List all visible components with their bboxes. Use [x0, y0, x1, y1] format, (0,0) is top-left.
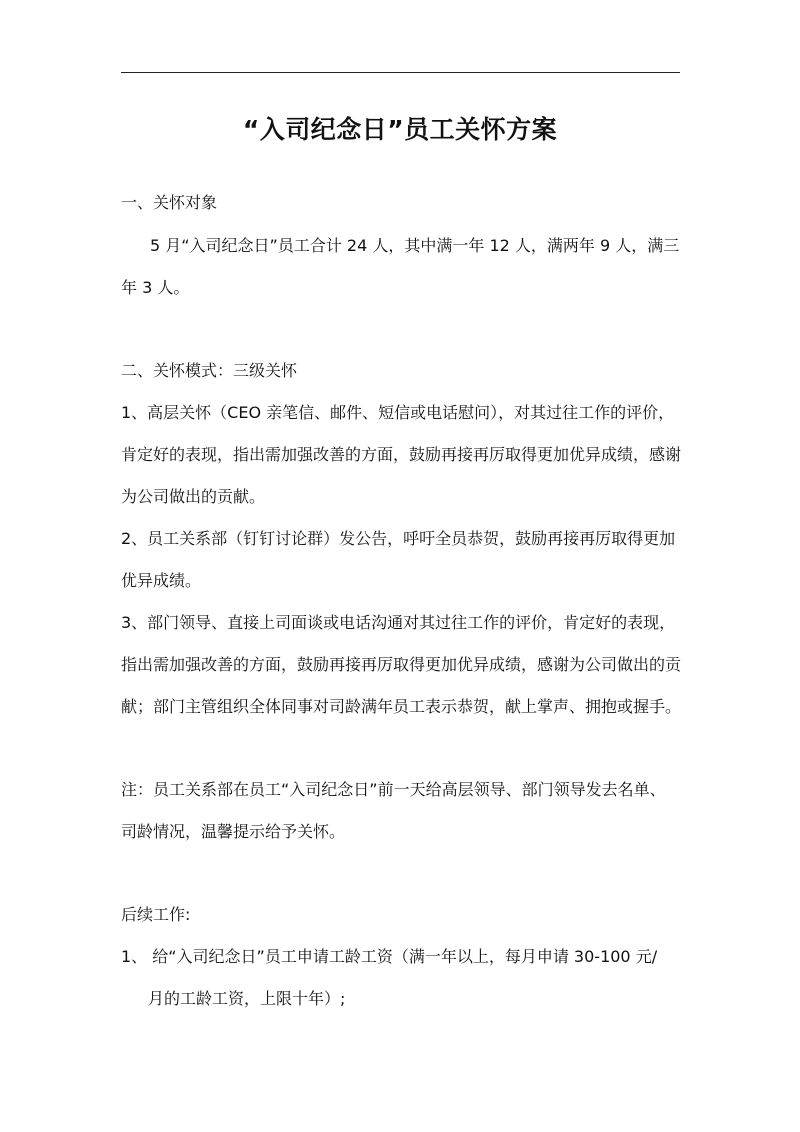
section2-item2-line1: 2、员工关系部（钉钉讨论群）发公告，呼吁全员恭贺，鼓励再接再厉取得更加 [121, 529, 676, 548]
followup-item1-line1: 1、 给“入司纪念日”员工申请工龄工资（满一年以上，每月申请 30-100 元/ [121, 947, 658, 966]
section1-paragraph-line2: 年 3 人。 [121, 278, 190, 297]
section2-item1-line2: 肯定好的表现，指出需加强改善的方面，鼓励再接再厉取得更加优异成绩，感谢 [121, 445, 682, 464]
section1-heading: 一、关怀对象 [121, 193, 218, 212]
note-line2: 司龄情况，温馨提示给予关怀。 [121, 822, 346, 841]
section2-item3-line2: 指出需加强改善的方面，鼓励再接再厉取得更加优异成绩，感谢为公司做出的贡 [121, 655, 682, 674]
section2-item1-line3: 为公司做出的贡献。 [121, 487, 266, 506]
section2-heading: 二、关怀模式：三级关怀 [121, 361, 298, 380]
section2-item1-line1: 1、高层关怀（CEO 亲笔信、邮件、短信或电话慰问），对其过往工作的评价， [121, 403, 675, 422]
header-rule [121, 72, 680, 73]
note-line1: 注：员工关系部在员工“入司纪念日”前一天给高层领导、部门领导发去名单、 [121, 780, 666, 799]
section2-item2-line2: 优异成绩。 [121, 571, 202, 590]
section2-item3-line3: 献；部门主管组织全体同事对司龄满年员工表示恭贺，献上掌声、拥抱或握手。 [121, 697, 682, 716]
followup-heading: 后续工作: [121, 905, 191, 924]
section1-paragraph-line1: 5 月“入司纪念日”员工合计 24 人，其中满一年 12 人，满两年 9 人，满三 [150, 236, 680, 255]
followup-item1-line2: 月的工龄工资，上限十年）; [148, 989, 346, 1008]
section2-item3-line1: 3、部门领导、直接上司面谈或电话沟通对其过往工作的评价，肯定好的表现， [121, 613, 676, 632]
document-title: “入司纪念日”员工关怀方案 [242, 115, 558, 144]
